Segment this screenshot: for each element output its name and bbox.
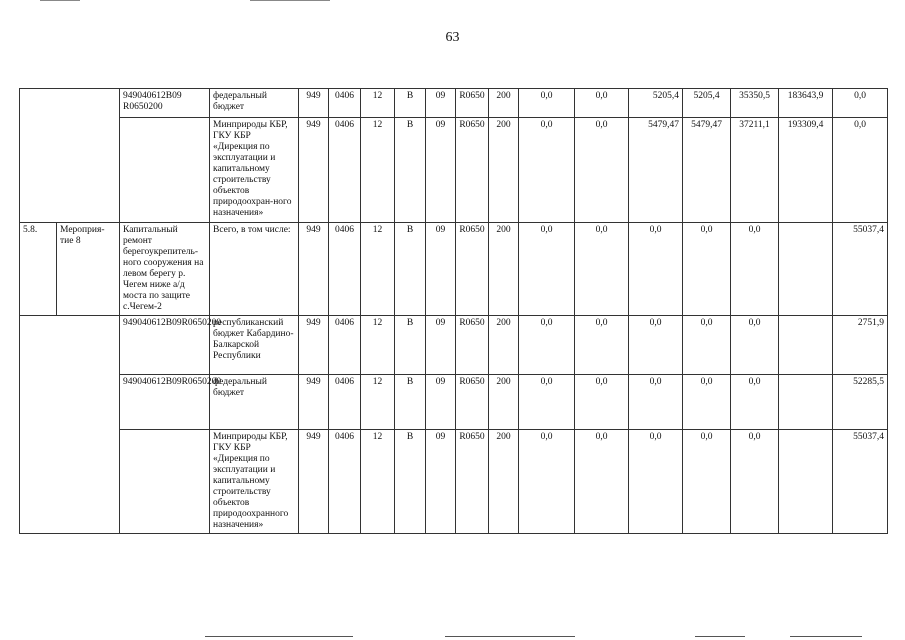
code-cell: 0406: [329, 316, 361, 375]
value-cell: 0,0: [629, 375, 683, 430]
value-cell: 5205,4: [683, 89, 731, 118]
value-cell: 0,0: [629, 430, 683, 534]
value-cell: 35350,5: [731, 89, 779, 118]
code-cell: R0650: [456, 430, 489, 534]
value-cell: 0,0: [629, 223, 683, 316]
value-cell: 0,0: [731, 223, 779, 316]
value-cell: 0,0: [683, 316, 731, 375]
value-cell: 0,0: [519, 223, 575, 316]
item-number-cell: 5.8.: [20, 223, 57, 316]
code-cell: В: [395, 118, 426, 223]
empty-cell: [20, 316, 120, 534]
funding-source-cell: Минприроды КБР, ГКУ КБР «Дирекция по эксплуатации и капитальному строительству объектов природоохранного назначения»: [210, 430, 299, 534]
code-cell: 0406: [329, 89, 361, 118]
value-cell: 0,0: [575, 316, 629, 375]
footer-line: [205, 636, 353, 637]
code-cell: 0406: [329, 430, 361, 534]
value-cell: 0,0: [519, 430, 575, 534]
code-cell: 09: [426, 316, 456, 375]
funding-source-cell: Всего, в том числе:: [210, 223, 299, 316]
value-cell: 55037,4: [833, 430, 888, 534]
code-cell: R0650: [456, 118, 489, 223]
footer-line: [695, 636, 745, 637]
code-cell: 09: [426, 89, 456, 118]
value-cell: 0,0: [575, 375, 629, 430]
empty-cell: [779, 375, 833, 430]
code-cell: 12: [361, 223, 395, 316]
value-cell: 0,0: [575, 118, 629, 223]
code-cell: R0650: [456, 89, 489, 118]
code-cell: 949: [299, 223, 329, 316]
value-cell: 37211,1: [731, 118, 779, 223]
funding-source-cell: федеральный бюджет: [210, 375, 299, 430]
value-cell: 0,0: [575, 430, 629, 534]
code-cell: 12: [361, 430, 395, 534]
value-cell: 193309,4: [779, 118, 833, 223]
value-cell: 0,0: [731, 316, 779, 375]
table-row: [20, 316, 888, 375]
footer-line: [790, 636, 862, 637]
value-cell: 0,0: [575, 89, 629, 118]
value-cell: 5479,47: [683, 118, 731, 223]
footer-line: [445, 636, 575, 637]
code-cell: В: [395, 375, 426, 430]
code-cell: 200: [489, 430, 519, 534]
code-cell: 0406: [329, 223, 361, 316]
table-row: [20, 430, 888, 534]
value-cell: 55037,4: [833, 223, 888, 316]
value-cell: 5479,47: [629, 118, 683, 223]
code-cell: 949: [299, 316, 329, 375]
value-cell: 0,0: [833, 89, 888, 118]
value-cell: 0,0: [629, 316, 683, 375]
table-row: [20, 223, 888, 316]
value-cell: 0,0: [731, 430, 779, 534]
empty-cell: [779, 316, 833, 375]
value-cell: 0,0: [519, 316, 575, 375]
code-cell: В: [395, 223, 426, 316]
budget-code-cell: 949040612В09R0650200: [120, 375, 210, 430]
code-cell: 200: [489, 316, 519, 375]
code-cell: 12: [361, 375, 395, 430]
item-name-cell: Капитальный ремонт берегоукрепитель-ного сооружения на левом берегу р. Чегем ниже а/д моста по защите с.Чегем-2: [120, 223, 210, 316]
table-row: [20, 375, 888, 430]
value-cell: 0,0: [519, 375, 575, 430]
value-cell: 0,0: [519, 118, 575, 223]
empty-cell: [20, 89, 120, 223]
item-type-cell: Мероприя-тие 8: [57, 223, 120, 316]
code-cell: R0650: [456, 223, 489, 316]
code-cell: 949: [299, 430, 329, 534]
code-cell: R0650: [456, 375, 489, 430]
value-cell: 0,0: [833, 118, 888, 223]
budget-code-cell: 949040612В09 R0650200: [120, 89, 210, 118]
value-cell: 5205,4: [629, 89, 683, 118]
code-cell: 200: [489, 89, 519, 118]
empty-cell: [779, 223, 833, 316]
code-cell: В: [395, 89, 426, 118]
code-cell: 949: [299, 89, 329, 118]
code-cell: В: [395, 316, 426, 375]
code-cell: 0406: [329, 375, 361, 430]
budget-table: [19, 88, 888, 534]
budget-code-cell: 949040612В09R0650200: [120, 316, 210, 375]
value-cell: 0,0: [575, 223, 629, 316]
code-cell: 949: [299, 118, 329, 223]
code-cell: 949: [299, 375, 329, 430]
value-cell: 0,0: [519, 89, 575, 118]
code-cell: 0406: [329, 118, 361, 223]
code-cell: 12: [361, 316, 395, 375]
page-number: 63: [445, 30, 460, 45]
funding-source-cell: федеральный бюджет: [210, 89, 299, 118]
budget-code-cell: [120, 118, 210, 223]
empty-cell: [779, 430, 833, 534]
value-cell: 2751,9: [833, 316, 888, 375]
value-cell: 0,0: [683, 223, 731, 316]
code-cell: 09: [426, 118, 456, 223]
code-cell: 09: [426, 430, 456, 534]
value-cell: 52285,5: [833, 375, 888, 430]
code-cell: 200: [489, 375, 519, 430]
code-cell: 200: [489, 223, 519, 316]
value-cell: 0,0: [683, 430, 731, 534]
value-cell: 0,0: [683, 375, 731, 430]
value-cell: 0,0: [731, 375, 779, 430]
table-row: [20, 89, 888, 118]
code-cell: 12: [361, 89, 395, 118]
code-cell: 200: [489, 118, 519, 223]
funding-source-cell: Минприроды КБР, ГКУ КБР «Дирекция по эксплуатации и капитальному строительству объектов природоохран-ного назначения»: [210, 118, 299, 223]
table-row: [20, 118, 888, 223]
code-cell: 12: [361, 118, 395, 223]
funding-source-cell: республиканский бюджет Кабардино-Балкарской Республики: [210, 316, 299, 375]
code-cell: В: [395, 430, 426, 534]
value-cell: 183643,9: [779, 89, 833, 118]
code-cell: 09: [426, 375, 456, 430]
code-cell: 09: [426, 223, 456, 316]
code-cell: R0650: [456, 316, 489, 375]
budget-code-cell: [120, 430, 210, 534]
